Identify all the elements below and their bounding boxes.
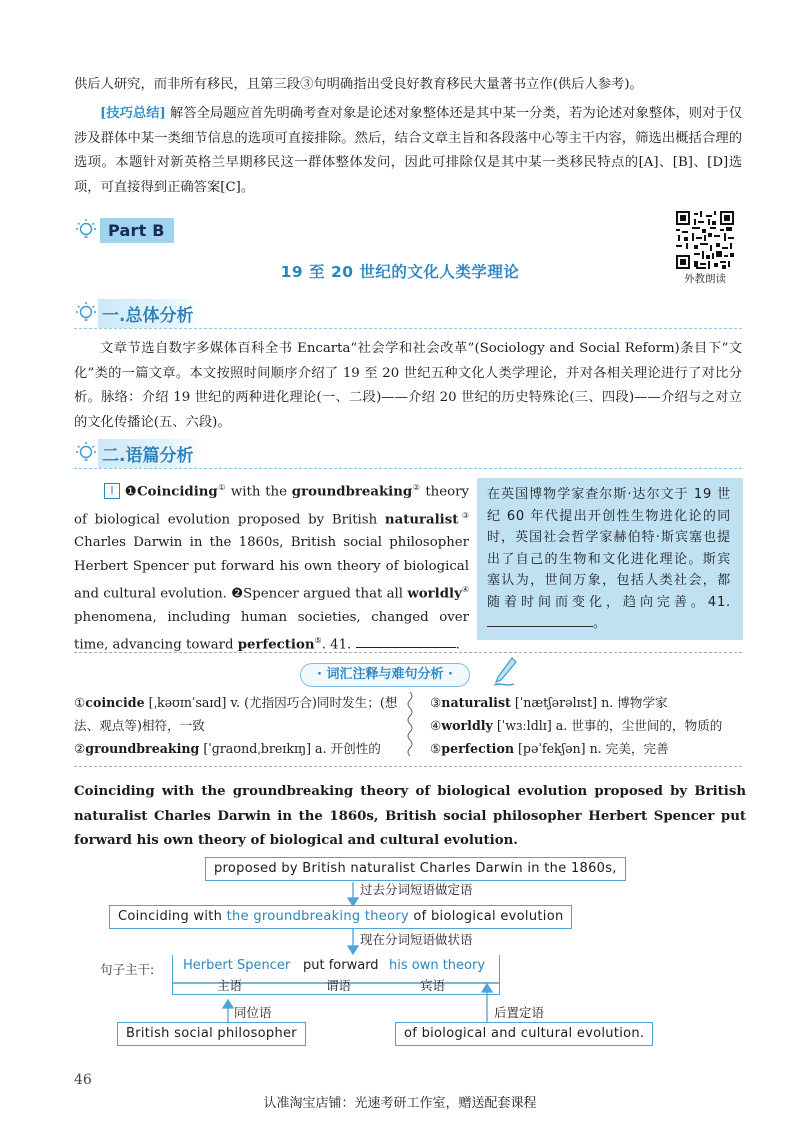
- vocab-definition: a. 开创性的: [315, 741, 381, 756]
- section2-heading: 二.语篇分析: [98, 439, 203, 468]
- intro-line: 供后人研究，而非所有移民，且第三段③句明确指出受良好教育移民大量著书立作(供后人参考)。: [74, 77, 643, 92]
- vocab-headword: perfection: [441, 741, 515, 756]
- vocab-headword: naturalist: [441, 695, 511, 710]
- translation-text: 在英国博物学家查尔斯·达尔文于 19 世纪 60 年代提出开创性生物进化论的同时，英国社会哲学家赫伯特·斯宾塞也提出了自己的生物和文化进化理论。斯宾塞认为，世间万象，包括人类社会，都随着时间而变化，趋向完善。41.: [487, 487, 731, 610]
- vocab-definition: v. (尤指因巧合)同时发生；(想法、观点等)相符，一致: [74, 695, 398, 733]
- vocab-headword: coincide: [85, 695, 145, 710]
- verb-role: 谓语: [326, 978, 352, 993]
- diagram-text: of biological evolution: [408, 909, 564, 924]
- vocab-word: groundbreaking: [291, 484, 413, 500]
- analysis-sentence: Coinciding with the groundbreaking theory of biological evolution proposed by British naturalist Charles Darwin in the 1860s, British social philosopher Herbert Spencer put forward his own theory of biological and cultural evolution.: [74, 784, 746, 848]
- vocab-ipa: [ˈnætʃərəlɪst]: [510, 695, 602, 710]
- vocab-ipa: [ˈɡraʊndˌbreɪkɪŋ]: [199, 741, 316, 756]
- paragraph-number: I: [104, 483, 120, 499]
- tip-label: [技巧总结]: [100, 106, 166, 121]
- section1-heading: 一.总体分析: [98, 299, 203, 328]
- footnote-mark: ④: [461, 585, 470, 595]
- diagram-label: 现在分词短语做状语: [360, 932, 473, 947]
- footnote-mark: ③: [458, 510, 470, 520]
- main-clause-label: 句子主干:: [100, 962, 155, 977]
- object-word: his own theory: [389, 958, 486, 973]
- divider: [74, 766, 742, 767]
- vocab-num: ⑤: [430, 741, 442, 756]
- vocab-num: ①: [74, 695, 86, 710]
- vocab-word: naturalist: [384, 512, 459, 528]
- subject-role: 主语: [217, 978, 243, 993]
- verb-word: put forward: [303, 958, 379, 973]
- divider: [74, 468, 742, 469]
- diagram-box-participle: proposed by British naturalist Charles Darwin in the 1860s,: [205, 857, 626, 881]
- vocab-definition: n. 完美，完善: [589, 741, 669, 756]
- vocab-headword: worldly: [441, 718, 493, 733]
- vocab-ipa: [ˈwɜːldlɪ]: [492, 718, 556, 733]
- vocab-item: [430, 715, 750, 738]
- sentence-number: ❷: [231, 586, 244, 602]
- postmodifier-label: 后置定语: [494, 1005, 545, 1020]
- part-b-header: [74, 215, 174, 245]
- vocab-num: ②: [74, 741, 86, 756]
- vocab-definition: n. 博物学家: [601, 695, 668, 710]
- part-b-label: Part B: [100, 218, 174, 243]
- diagram-highlight: the groundbreaking theory: [226, 909, 409, 924]
- section2-header: [74, 438, 203, 468]
- page-number: 46: [74, 1072, 92, 1088]
- passage-text: Spencer argued that all: [243, 586, 408, 602]
- lightbulb-icon: [74, 440, 98, 466]
- section1-header: [74, 298, 203, 328]
- passage-title: 19 至 20 世纪的文化人类学理论: [280, 263, 520, 281]
- vocab-word: perfection: [237, 637, 315, 653]
- divider: [74, 328, 742, 329]
- passage-text: phenomena, including human societies, changed over time, advancing toward: [74, 609, 469, 653]
- qr-label: 外教朗读: [684, 273, 726, 285]
- lightbulb-icon: [74, 217, 98, 243]
- footnote-mark: ②: [412, 483, 421, 492]
- answer-blank[interactable]: [356, 635, 456, 648]
- vocab-heading: · 词汇注释与难句分析 ·: [300, 663, 470, 687]
- vocab-word: Coinciding: [137, 484, 218, 500]
- vocab-item: [74, 692, 400, 737]
- appositive-label: 同位语: [234, 1005, 272, 1020]
- diagram-text: Coinciding with: [118, 909, 227, 924]
- vocab-item: [430, 738, 750, 761]
- footnote-mark: ①: [217, 483, 227, 492]
- translation-box: [477, 478, 743, 640]
- object-role: 宾语: [420, 978, 446, 993]
- vocab-num: ④: [430, 718, 442, 733]
- footnote-mark: ⑤: [314, 636, 322, 646]
- translation-end: 。: [593, 616, 607, 631]
- pen-icon: [492, 656, 518, 688]
- tip-paragraph: [74, 102, 742, 200]
- vocab-word: worldly: [407, 586, 462, 602]
- subject-word: Herbert Spencer: [183, 958, 291, 973]
- passage-text: Charles Darwin in the 1860s, British social philosopher Herbert Spencer put forward his own theory of biological and cultural evolution.: [74, 535, 469, 602]
- passage-text: .: [455, 637, 460, 653]
- overview-paragraph: 文章节选自数字多媒体百科全书 Encarta“社会学和社会改革”(Sociology and Social Reform)条目下“文化”类的一篇文章。本文按照时间顺序介绍了 19 至 20 世纪五种文化人类学理论，并对各相关理论进行了对比分析。脉络：介绍 19 世纪的两种进化理论(一、二段)——介绍 20 世纪的历史特殊论(三、四段)——介绍与之对立的文化传播论(五、六段)。: [74, 341, 742, 430]
- vocab-definition: a. 世事的，尘世间的，物质的: [555, 718, 723, 733]
- diagram-box-appositive: British social philosopher: [117, 1022, 306, 1046]
- vocab-item: [430, 692, 750, 715]
- passage-paragraph: [74, 476, 469, 657]
- vocab-headword: groundbreaking: [85, 741, 200, 756]
- diagram-label: 过去分词短语做定语: [360, 882, 473, 897]
- vocab-num: ③: [430, 695, 442, 710]
- tip-text: 解答全局题应首先明确考查对象是论述对象整体还是其中某一分类，若为论述对象整体，则对于仅涉及群体中某一类细节信息的选项可直接排除。然后，结合文章主旨和各段落中心等主干内容，筛选出概括合理的选项。本题针对新英格兰早期移民这一群体整体发问，因此可排除仅是其中某一类移民特点的[A]、[B]、[D]选项，可直接得到正确答案[C]。: [74, 106, 742, 195]
- wavy-divider: [405, 692, 415, 758]
- sentence-number: ❶: [124, 484, 138, 500]
- vocab-ipa: [pəˈfekʃən]: [514, 741, 590, 756]
- passage-text: . 41.: [321, 637, 356, 653]
- lightbulb-icon: [74, 300, 98, 326]
- passage-text: theory of biological evolution proposed by British: [74, 484, 469, 528]
- vocab-item: [74, 738, 400, 761]
- diagram-box-postmodifier: of biological and cultural evolution.: [395, 1022, 653, 1046]
- translation-blank[interactable]: [487, 614, 593, 627]
- divider: [74, 652, 742, 653]
- footer-text: 认准淘宝店铺：光速考研工作室，赠送配套课程: [263, 1096, 537, 1111]
- passage-text: with the: [226, 484, 292, 500]
- diagram-box-adverbial: [109, 905, 572, 929]
- vocab-ipa: [ˌkəʊɪnˈsaɪd]: [144, 695, 231, 710]
